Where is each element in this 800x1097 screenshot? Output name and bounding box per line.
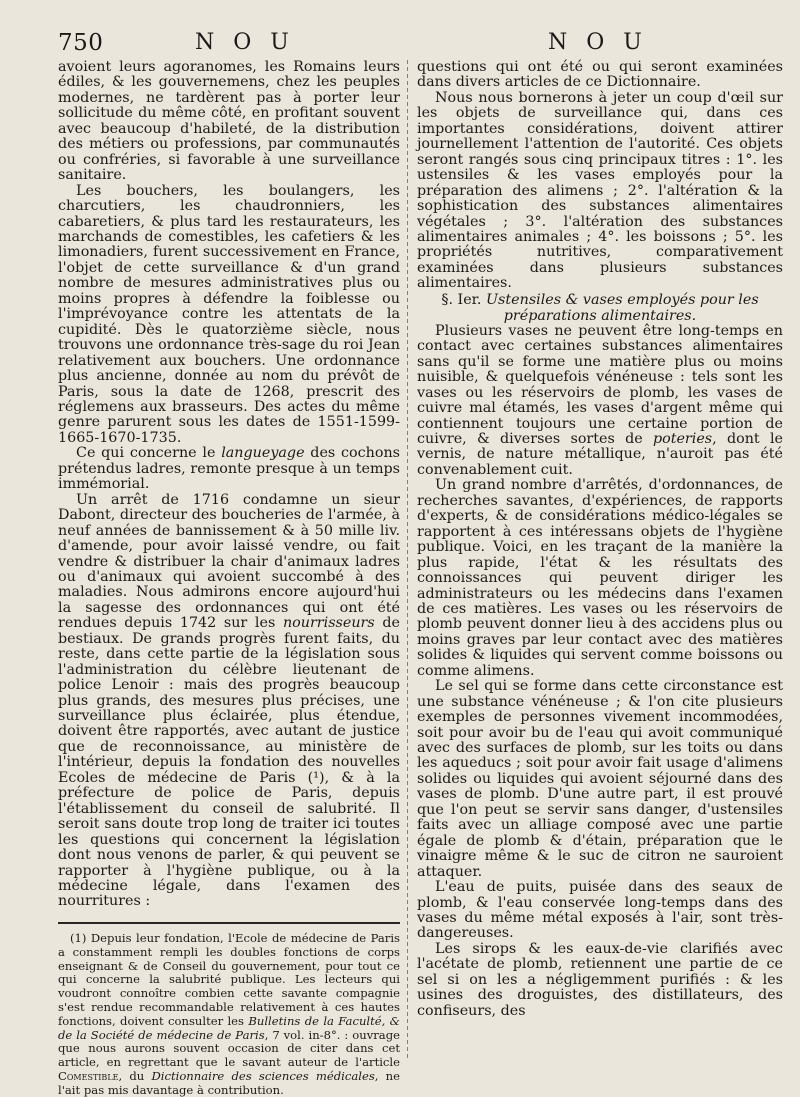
paragraph: Les bouchers, les boulangers, les charcutiers, les chaudronniers, les cabaretiers, & plus tard les restaurateurs, les marchands de comestibles, les cafetiers & les limonadiers, furent successivement en France, l'objet de cette surveillance & d'un grand nombre de mesures administratives plus ou moins propres à défendre la foiblesse ou l'imprévoyance contre les attentats de la cupidité. Dès le quatorzième siècle, nous trouvons une ordonnance très-sage du roi Jean relativement aux bouchers. Une ordonnance plus ancienne, donnée au nom du prévôt de Paris, sous la date de 1268, prescrit des réglemens aux brasseurs. Des actes du même genre parurent sous les dates de 1551-1599-1665-1670-1735. — [58, 182, 400, 446]
right-column — [417, 60, 783, 1019]
text-run: Un arrêt de 1716 condamne un sieur Dabont, directeur des boucheries de l'armée, à neuf années de bannissement & à 50 mille liv. d'amende, pour avoir laissé vendre, ou fait vendre & distribuer la chair d'animaux ladres ou d'animaux qui avoient succombé à des maladies. Nous admirons encore aujourd'hui la sagesse des ordonnances qui ont été rendues depuis 1742 sur les — [58, 491, 400, 632]
paragraph: Un grand nombre d'arrêtés, d'ordonnances, de recherches savantes, d'expériences, de rapports d'experts, & de considérations médico-légales se rapportent à ces intéressans objets de l'hygiène publique. Voici, en les traçant de la manière la plus rapide, l'état & les résultats des connoissances qui peuvent diriger les administrateurs ou les médecins dans l'examen de ces matières. Les vases ou les réservoirs de plomb peuvent donner lieu à des accidens plus ou moins graves par leur contact avec des matières solides & liquides qui servent comme boissons ou comme alimens. — [417, 477, 783, 679]
text-run: , 7 vol. in-8°. : ouvrage que nous aurons souvent occasion de citer dans cet article, en regrettant que le savant auteur de l'article — [58, 1027, 400, 1070]
paragraph — [417, 324, 783, 479]
text-run: Plusieurs vases ne peuvent être long-temps en contact avec certaines substances alimentaires sans qu'il se forme une matière plus ou moins nuisible, & quelquefois vénéneuse : tels sont les vases ou les réservoirs de plomb, les vases de cuivre mal étamés, les vases d'argent même qui contiennent toujours une certaine portion de cuivre, & diverses sortes de — [417, 322, 783, 447]
italic-term: langueyage — [221, 445, 305, 462]
paragraph: L'eau de puits, puisée dans des seaux de plomb, & l'eau conservée long-temps dans des vases du même métal exposés à l'air, sont très-dangereuses. — [417, 879, 783, 942]
footnote — [58, 932, 400, 1097]
left-column — [58, 60, 400, 1097]
paragraph: Nous nous bornerons à jeter un coup d'œil sur les objets de surveillance qui, dans ces importantes considérations, doivent attirer journellement l'attention de l'autorité. Ces objets seront rangés sous cinq principaux titres : 1°. les ustensiles & les vases employés pour la préparation des alimens ; 2°. l'altération & la sophistication des substances alimentaires végétales ; 3°. l'altération des substances alimentaires animales ; 4°. les boissons ; 5°. les propriétés nutritives, comparativement examinées dans plusieurs substances alimentaires. — [417, 89, 783, 292]
text-run: (1) Depuis leur fondation, l'Ecole de médecine de Paris a constamment rempli les doubles fonctions de corps enseignant & de Conseil du gouvernement, pour tout ce qui concerne la salubrité publique. Les lecteurs qui voudront connoître combien cette savante compagnie s'est rendue recommandable relativement à ces hautes fonctions, doivent consulter les — [58, 930, 400, 1028]
text-run: des cochons prétendus ladres, remonte presque à un temps immémorial. — [58, 445, 400, 493]
page-number: 750 — [58, 30, 104, 56]
section-heading — [417, 292, 783, 324]
column-divider — [407, 60, 408, 1060]
paragraph: Les sirops & les eaux-de-vie clarifiés avec l'acétate de plomb, retiennent une partie de ce sel si on les a négligemment purifiés : & les usines des droguistes, des distillateurs, des confiseurs, des — [417, 940, 783, 1019]
text-run: Ce qui concerne le — [76, 445, 222, 462]
footnote-rule — [58, 922, 400, 924]
italic-term: nourrisseurs — [282, 615, 375, 632]
smallcaps-term: Comestible — [58, 1068, 119, 1083]
section-title: Ustensiles & vases employés pour les préparations alimentaires. — [481, 291, 759, 324]
paragraph: questions qui ont été ou qui seront examinées dans divers articles de ce Dictionnaire. — [417, 59, 783, 91]
paragraph — [58, 446, 400, 492]
text-run: , du — [118, 1068, 152, 1083]
running-title-right: N O U — [548, 30, 648, 55]
italic-title: Bulletins de la Faculté, & de la Société de médecine de Paris — [58, 1013, 400, 1042]
text-run: de bestiaux. De grands progrès furent faits, du reste, dans cette partie de la législation sous l'administration du célèbre lieutenant de police Lenoir : mais des progrès beaucoup plus grands, des mesures plus précises, une surveillance plus éclairée, plus étendue, doivent être rapportés, avec autant de justice que de reconnoissance, au ministère de l'intérieur, depuis la fondation des nouvelles Ecoles de médecine de Paris (¹), & à la préfecture de police de Paris, depuis l'établissement du conseil de salubrité. Il seroit sans doute trop long de traiter ici toutes les questions qui concernent la législation dont nous venons de parler, & qui peuvent se rapporter à l'hygiène publique, ou à la médecine légale, dans l'examen des nourritures : — [58, 615, 400, 910]
italic-title: Dictionnaire des sciences médicales — [151, 1068, 375, 1083]
section-number: §. Ier. — [441, 291, 482, 308]
paragraph: Le sel qui se forme dans cette circonstance est une substance vénéneuse ; & l'on cite plusieurs exemples de personnes vivement incommodées, soit pour avoir bu de l'eau qui avoit communiqué avec des surfaces de plomb, sur les toits ou dans les aqueducs ; soit pour avoir fait usage d'alimens solides ou liquides qui avoient séjourné dans des vases de plomb. D'une autre part, il est prouvé que l'on peut se servir sans danger, d'ustensiles faits avec un alliage composé avec une partie égale de plomb & d'étain, préparation que le vinaigre même & le suc de citron ne sauroient attaquer. — [417, 678, 783, 880]
paragraph: avoient leurs agoranomes, les Romains leurs édiles, & les gouvernemens, chez les peuples modernes, ne tardèrent pas à porter leur sollicitude du même côté, en profitant souvent avec beaucoup d'habileté, de la distribution des métiers ou professions, par communautés ou confréries, si favorable à une surveillance sanitaire. — [58, 59, 400, 184]
running-title-left: N O U — [195, 30, 295, 55]
text-run: , ne l'ait pas mis davantage à contribution. — [58, 1068, 400, 1097]
paragraph — [58, 493, 400, 910]
italic-term: poteries — [652, 430, 713, 447]
text-run: , dont le vernis, de nature métallique, n'auroit pas été convenablement cuit. — [417, 430, 783, 478]
